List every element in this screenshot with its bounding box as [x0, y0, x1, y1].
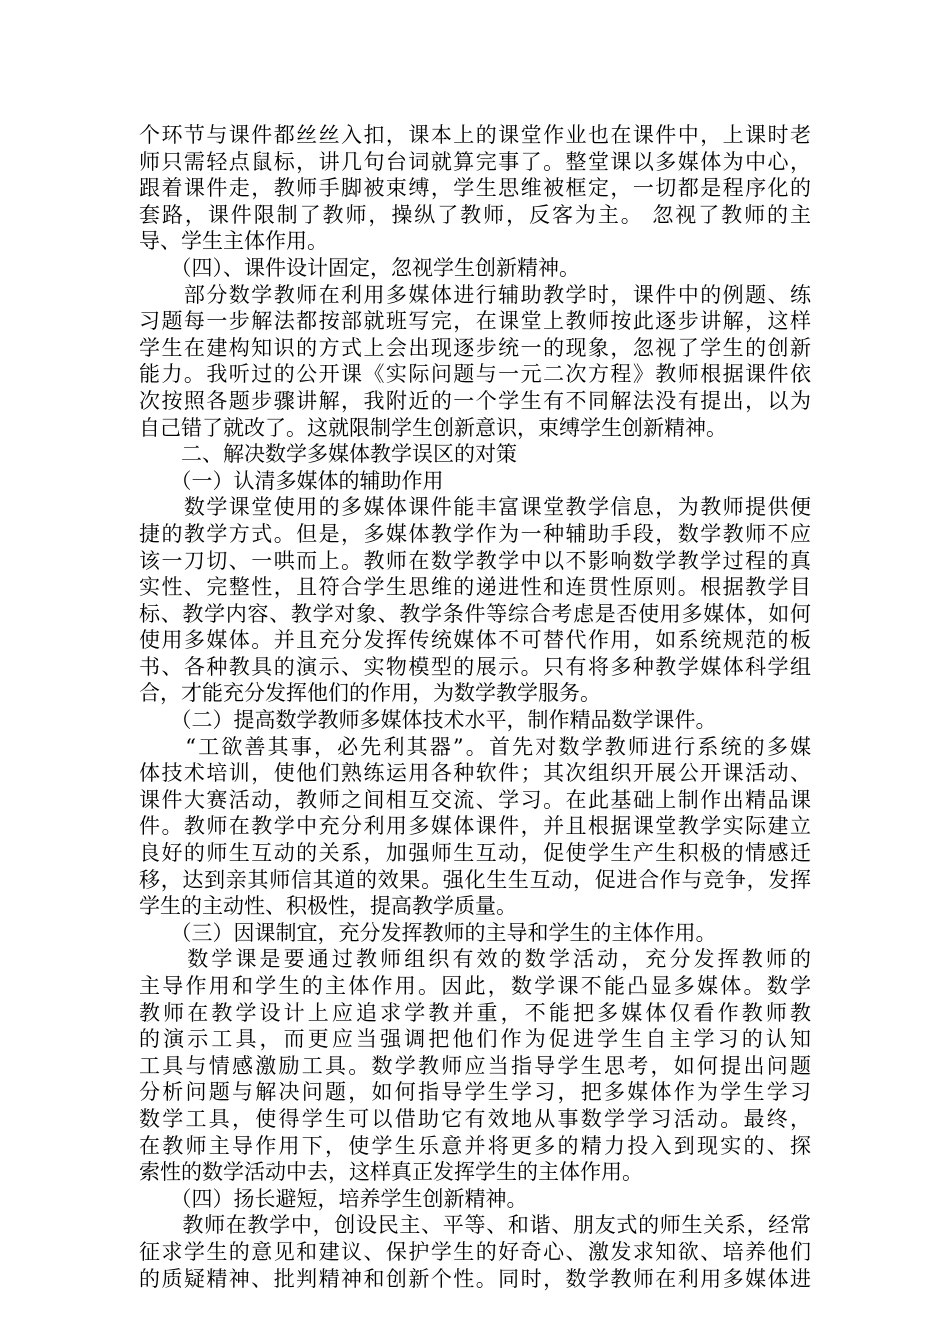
text-line: 的质疑精神、批判精神和创新个性。同时，数学教师在利用多媒体进: [139, 1266, 811, 1291]
text-line: 数学课是要通过教师组织有效的数学活动，充分发挥教师的: [139, 947, 811, 972]
text-line: 跟着课件走，教师手脚被束缚，学生思维被框定，一切都是程序化的: [139, 176, 811, 201]
text-line: 学生的主动性、积极性，提高教学质量。: [139, 894, 517, 919]
text-line: 分析问题与解决问题，如何指导学生学习，把多媒体作为学生学习: [139, 1080, 811, 1105]
text-line: 习题每一步解法都按部就班写完，在课堂上教师按此逐步讲解，这样: [139, 309, 811, 334]
section-heading: （二）提高数学教师多媒体技术水平，制作精品数学课件。: [139, 708, 717, 733]
text-line: 索性的数学活动中去，这样真正发挥学生的主体作用。: [139, 1160, 643, 1185]
text-line: 件。教师在教学中充分利用多媒体课件，并且根据课堂教学实际建立: [139, 814, 811, 839]
text-line: 次按照各题步骤讲解，我附近的一个学生有不同解法没有提出，以为: [139, 388, 811, 413]
text-line: 自己错了就改了。这就限制学生创新意识，束缚学生创新精神。: [139, 415, 727, 440]
text-line: 师只需轻点鼠标，讲几句台词就算完事了。整堂课以多媒体为中心，: [139, 149, 811, 174]
section-heading: （三）因课制宜，充分发挥教师的主导和学生的主体作用。: [139, 920, 717, 945]
text-line: 的演示工具，而更应当强调把他们作为促进学生自主学习的认知: [139, 1027, 811, 1052]
text-line: 标、教学内容、教学对象、教学条件等综合考虑是否使用多媒体，如何: [139, 601, 811, 626]
text-line: 课件大赛活动，教师之间相互交流、学习。在此基础上制作出精品课: [139, 787, 811, 812]
text-line: 移，达到亲其师信其道的效果。强化生生互动，促进合作与竞争，发挥: [139, 867, 811, 892]
text-line: 该一刀切、一哄而上。教师在数学教学中以不影响数学教学过程的真: [139, 548, 811, 573]
section-heading: （一）认清多媒体的辅助作用: [139, 468, 444, 493]
section-heading: 二、解决数学多媒体教学误区的对策: [139, 442, 517, 467]
text-line: 部分数学教师在利用多媒体进行辅助教学时，课件中的例题、练: [139, 282, 811, 307]
text-line: 套路，课件限制了教师，操纵了教师，反客为主。 忽视了教师的主: [139, 202, 811, 227]
text-line: 教师在教学设计上应追求学教并重，不能把多媒体仅看作教师教: [139, 1000, 811, 1025]
section-heading: （四）、课件设计固定，忽视学生创新精神。: [139, 255, 580, 280]
text-line: 数学工具，使得学生可以借助它有效地从事数学学习活动。最终，: [139, 1106, 811, 1131]
text-line: 良好的师生互动的关系，加强师生互动，促使学生产生积极的情感迁: [139, 841, 811, 866]
document-body: [139, 122, 811, 1292]
text-line: 捷的教学方式。但是，多媒体教学作为一种辅助手段，数学教师不应: [139, 521, 811, 546]
text-line: 体技术培训，使他们熟练运用各种软件；其次组织开展公开课活动、: [139, 761, 811, 786]
text-line: 能力。我听过的公开课《实际问题与一元二次方程》教师根据课件依: [139, 362, 811, 387]
text-line: 实性、完整性，且符合学生思维的递进性和连贯性原则。根据教学目: [139, 575, 811, 600]
text-line: 使用多媒体。并且充分发挥传统媒体不可替代作用，如系统规范的板: [139, 628, 811, 653]
text-line: 书、各种教具的演示、实物模型的展示。只有将多种教学媒体科学组: [139, 654, 811, 679]
text-line: “工欲善其事，必先利其器”。首先对数学教师进行系统的多媒: [139, 734, 811, 759]
text-line: 工具与情感激励工具。数学教师应当指导学生思考，如何提出问题: [139, 1053, 811, 1078]
section-heading: （四）扬长避短，培养学生创新精神。: [139, 1186, 528, 1211]
text-line: 学生在建构知识的方式上会出现逐步统一的现象，忽视了学生的创新: [139, 335, 811, 360]
text-line: 导、学生主体作用。: [139, 229, 328, 254]
text-line: 在教师主导作用下，使学生乐意并将更多的精力投入到现实的、探: [139, 1133, 811, 1158]
text-line: 合，才能充分发挥他们的作用，为数学教学服务。: [139, 681, 601, 706]
text-line: 个环节与课件都丝丝入扣，课本上的课堂作业也在课件中，上课时老: [139, 123, 811, 147]
text-line: 征求学生的意见和建议、保护学生的好奇心、激发求知欲、培养他们: [139, 1239, 811, 1264]
text-line: 主导作用和学生的主体作用。因此，数学课不能凸显多媒体。数学: [139, 974, 811, 998]
text-line: 教师在教学中，创设民主、平等、和谐、朋友式的师生关系，经常: [139, 1213, 811, 1238]
text-line: 数学课堂使用的多媒体课件能丰富课堂教学信息，为教师提供便: [139, 495, 811, 520]
